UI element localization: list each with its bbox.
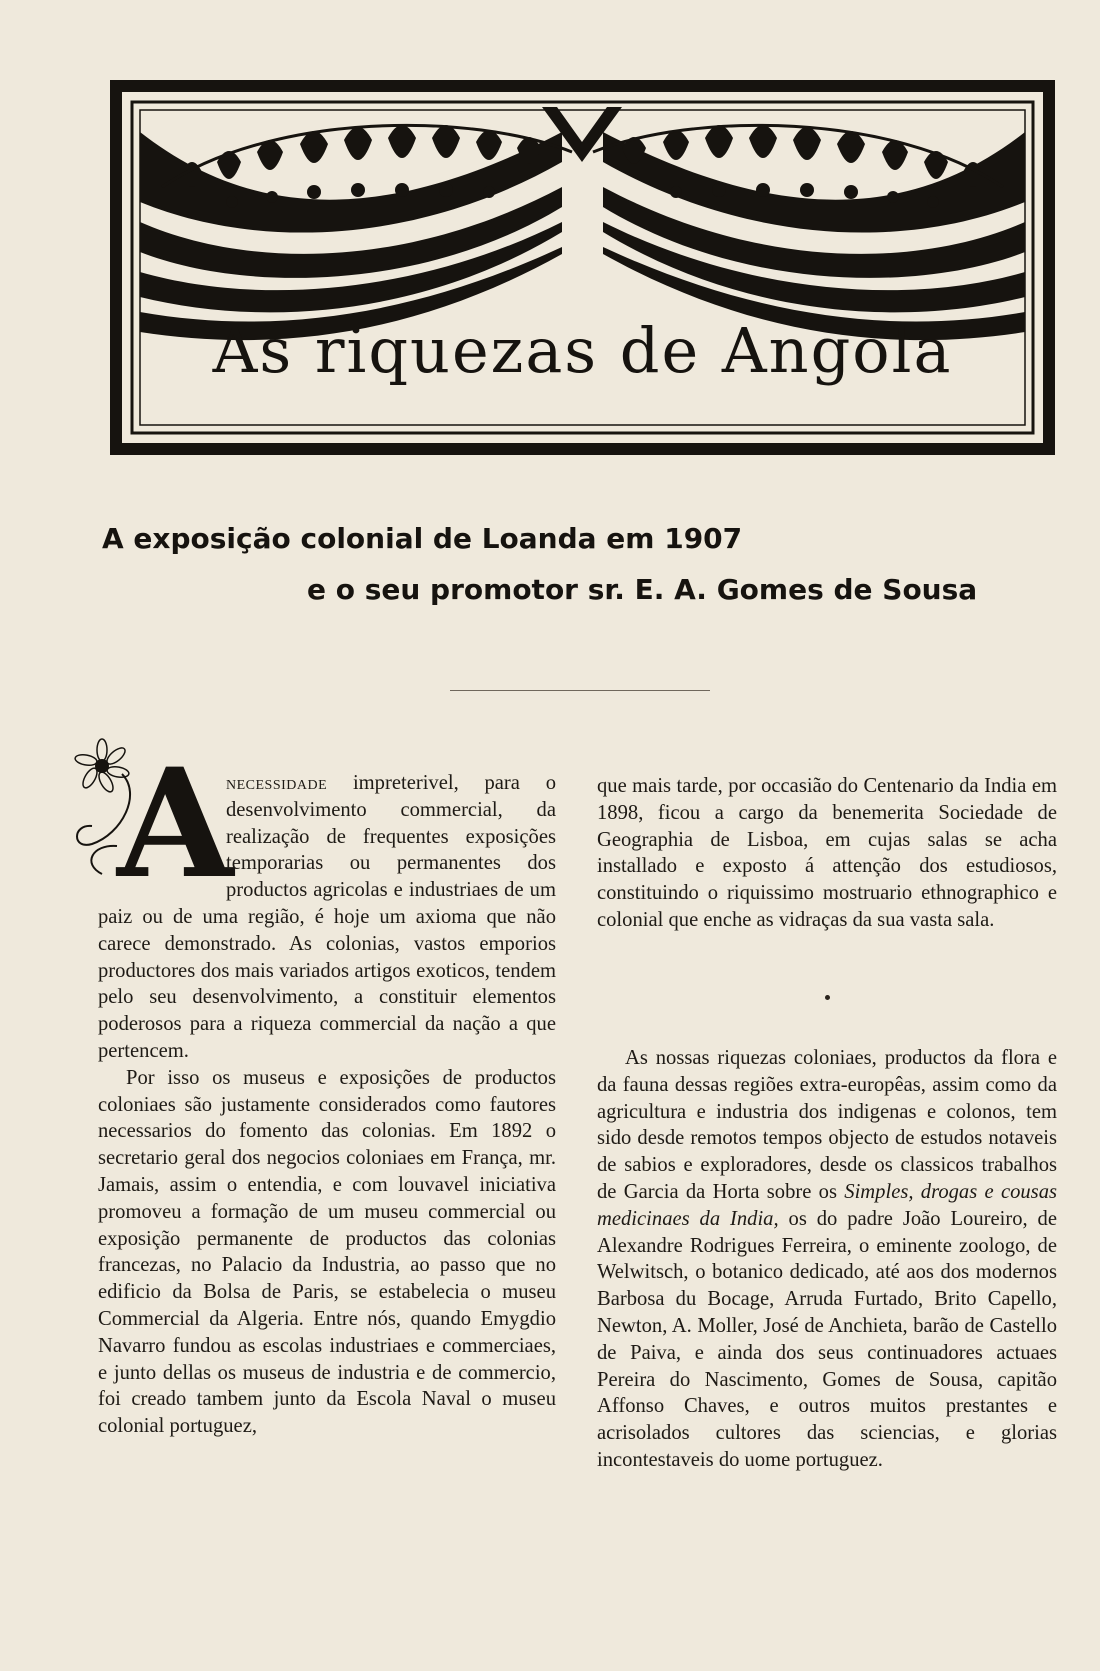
article-paragraph: necessidade impreterivel, para o desenvolvimento commercial, da realização de frequentes exposições temporarias ou permanentes dos productos agricolas e industriaes de um paiz ou de uma região, é hoje um axioma que não carece demonstrado. As colonias, vastos emporios productores dos mais variados artigos exoticos, tendem pelo seu desenvolvimento, a constituir elementos poderosos para a riqueza commercial da nação a que pertencem. [98, 772, 556, 1062]
italic-title: Simples, drogas e cousas medicinaes da India, [597, 1180, 1058, 1230]
section-dot [825, 995, 830, 1000]
page-title: As riquezas de Angola [212, 314, 953, 387]
article-paragraph: As nossas riquezas coloniaes, productos da flora e da fauna dessas regiões extra-europêas, assim como da agricultura e industria dos indigenas e colonos, tem sido desde remotos tempos objecto de estudos notaveis de sabios e exploradores, desde os classicos trabalhos de Garcia da Horta sobre os Simples, drogas e cousas medicinaes da India, os do padre João Loureiro, de Alexandre Rodrigues Ferreira, o eminente zoologo, de Welwitsch, o botanico dedicado, até aos dos modernos Barbosa du Bocage, Arruda Furtado, Brito Capello, Newton, A. Moller, José de Anchieta, barão de Castello de Paiva, e ainda dos seus continuadores actuaes Pereira do Nascimento, Gomes de Sousa, capitão Affonso Chaves, e outros muitos prestantes e acrisolados cultores das sciencias, e glorias incontestaveis do uome portuguez. [597, 1047, 1058, 1471]
article-column-right-upper [597, 773, 1057, 934]
floral-ornament-icon [122, 92, 1043, 443]
lead-word: necessidade [226, 772, 328, 794]
article-column-right-lower [597, 1045, 1057, 1474]
ornamental-header-banner [110, 80, 1055, 455]
divider [450, 690, 710, 691]
subtitle-line-2: e o seu promotor sr. E. A. Gomes de Sousa [307, 573, 978, 606]
drop-cap-flower-icon [62, 734, 234, 912]
article-paragraph: que mais tarde, por occasião do Centenario da India em 1898, ficou a cargo da benemerita Sociedade de Geographia de Lisboa, em cujas salas se acha installado e exposto á attenção dos estudiosos, constituindo o riquissimo mostruario ethnographico e colonial que enche as vidraças da sua vasta sala. [597, 775, 1057, 931]
svg-text:A: A [117, 736, 234, 912]
article-column-left [98, 736, 556, 1440]
subtitle-line-1: A exposição colonial de Loanda em 1907 [102, 522, 743, 555]
article-paragraph: Por isso os museus e exposições de productos coloniaes são justamente considerados como fautores necessarios do fomento das colonias. Em 1892 o secretario geral dos negocios coloniaes em França, mr. Jamais, assim o entendia, e com louvavel iniciativa promoveu a formação de um museu commercial ou exposição permanente de productos das colonias francezas, no Palacio da Industria, ao passo que no edificio da Bolsa de Paris, se estabelecia o museu Commercial da Algeria. Entre nós, quando Emygdio Navarro fundou as escolas industriaes e commerciaes, e junto dellas os museus de industria e de commercio, foi creado tambem junto da Escola Naval o museu colonial portuguez, [98, 1066, 556, 1438]
